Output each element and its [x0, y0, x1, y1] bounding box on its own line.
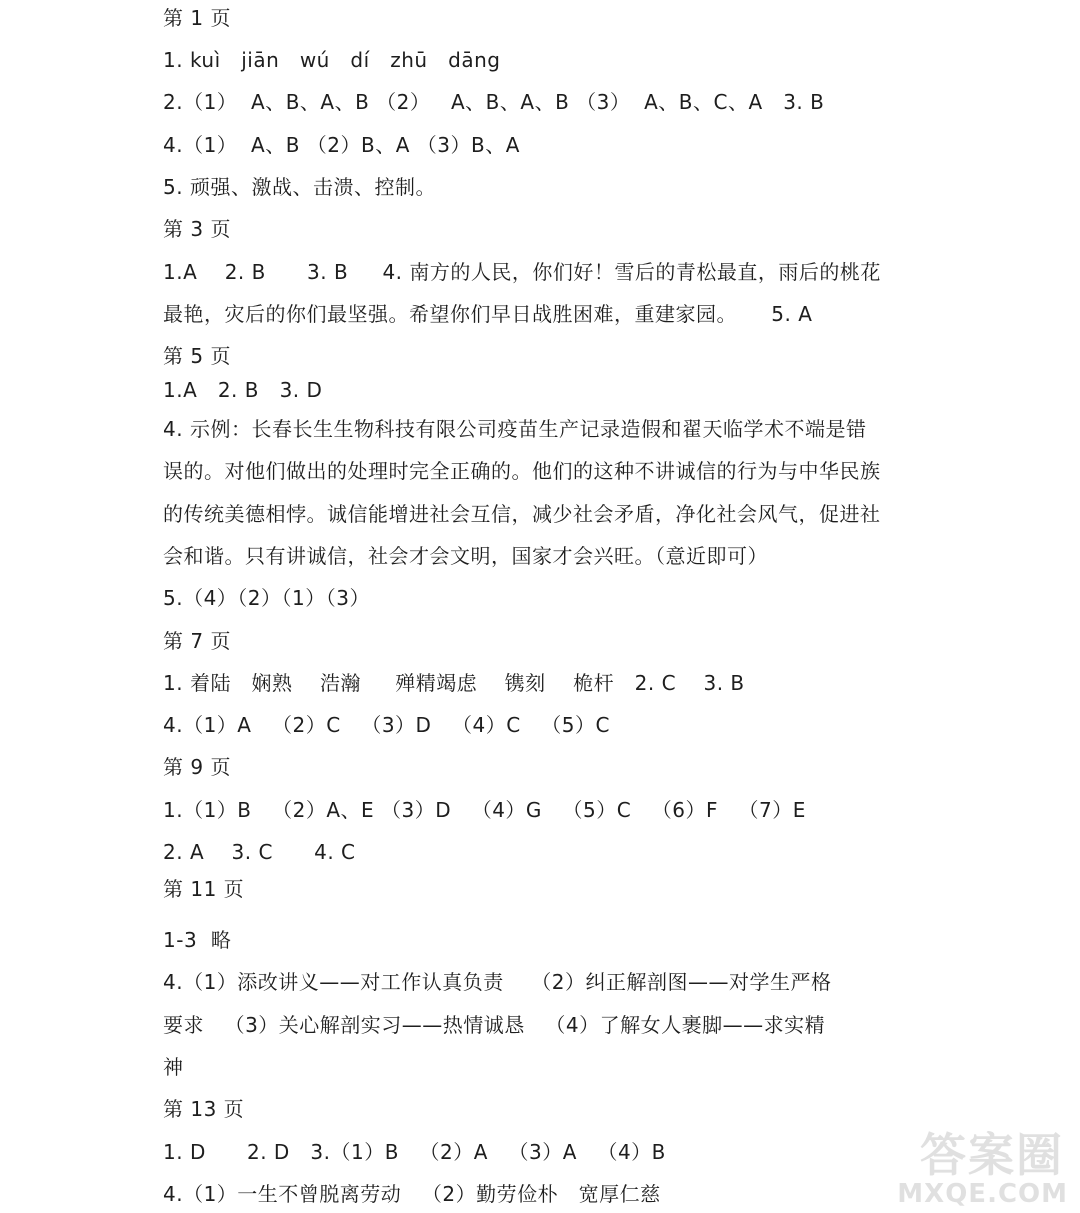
answer-line: 4.（1）添改讲义——对工作认真负责 （2）纠正解剖图——对学生严格 [163, 970, 832, 994]
answer-line: 5. 顽强、激战、击溃、控制。 [163, 175, 436, 199]
answer-line: 4.（1） A、B （2）B、A （3）B、A [163, 133, 520, 157]
answer-line: 1. 着陆 娴熟 浩瀚 殚精竭虑 镌刻 桅杆 2. C 3. B [163, 671, 745, 695]
page-heading-1: 第 1 页 [163, 6, 231, 30]
answer-line: 4. 示例：长春长生生物科技有限公司疫苗生产记录造假和翟天临学术不端是错 [163, 417, 867, 441]
answer-line: 2.（1） A、B、A、B （2） A、B、A、B （3） A、B、C、A 3. B [163, 90, 825, 114]
watermark-logo [894, 1119, 1074, 1209]
page-heading-3: 第 3 页 [163, 217, 231, 241]
answer-line: 1.（1）B （2）A、E （3）D （4）G （5）C （6）F （7）E [163, 798, 806, 822]
answer-line: 1. D 2. D 3.（1）B （2）A （3）A （4）B [163, 1140, 666, 1164]
answer-line: 1. kuì jiān wú dí zhū dāng [163, 48, 501, 72]
answer-line: 会和谐。只有讲诚信，社会才会文明，国家才会兴旺。（意近即可） [163, 544, 768, 568]
answer-line: 5.（4）（2）（1）（3） [163, 586, 370, 610]
answer-line: 误的。对他们做出的处理时完全正确的。他们的这种不讲诚信的行为与中华民族 [163, 459, 881, 483]
page-heading-5: 第 5 页 [163, 344, 231, 368]
answer-line: 要求 （3）关心解剖实习——热情诚恳 （4）了解女人裹脚——求实精 [163, 1013, 826, 1037]
page-heading-7: 第 7 页 [163, 629, 231, 653]
page-heading-9: 第 9 页 [163, 755, 231, 779]
page-heading-11: 第 11 页 [163, 877, 245, 901]
answer-line: 1.A 2. B 3. D [163, 378, 323, 402]
answer-line: 的传统美德相悖。诚信能增进社会互信，减少社会矛盾，净化社会风气，促进社 [163, 502, 881, 526]
answer-line: 1-3 略 [163, 928, 232, 952]
answer-line: 1.A 2. B 3. B 4. 南方的人民，你们好！雪后的青松最直，雨后的桃花 [163, 260, 881, 284]
answer-line: 4.（1）一生不曾脱离劳动 （2）勤劳俭朴 宽厚仁慈 [163, 1182, 661, 1206]
page-heading-13: 第 13 页 [163, 1097, 245, 1121]
watermark-logo-text: 答案圈 [920, 1128, 1064, 1182]
answer-line: 2. A 3. C 4. C [163, 840, 356, 864]
answer-line: 4.（1）A （2）C （3）D （4）C （5）C [163, 713, 610, 737]
answer-line: 神 [163, 1055, 184, 1079]
watermark-url-text: MXQE.COM [897, 1179, 1068, 1209]
answer-line: 最艳，灾后的你们最坚强。希望你们早日战胜困难，重建家园。 5. A [163, 302, 813, 326]
